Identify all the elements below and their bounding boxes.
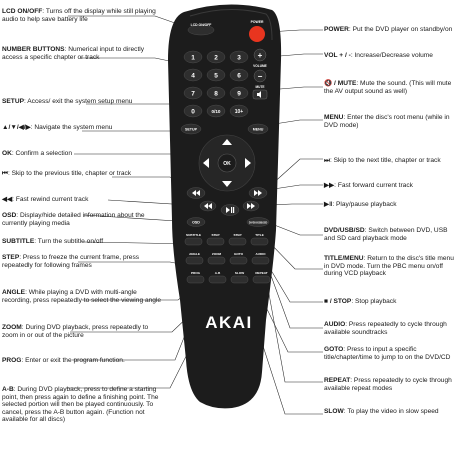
- annotation-nav: [2, 124, 152, 132]
- annotation-numbers-text: : Numerical input to directly access a specific chapter or track: [2, 46, 145, 61]
- volume-label: VOLUME: [253, 64, 267, 68]
- annotation-numbers: [2, 46, 152, 61]
- annotation-setup-text: : Access/ exit the system setup menu: [23, 98, 133, 105]
- dvd-usb-sd-label: DVD/USB/SD: [248, 220, 268, 225]
- annotation-subtitle: [2, 238, 152, 246]
- annotation-volume: [324, 52, 456, 60]
- annotation-step: [2, 254, 162, 269]
- annotation-prog-text: : Enter or exit the program function.: [21, 357, 125, 364]
- step-button[interactable]: [207, 238, 224, 245]
- annotation-dvd-usb-sd-key: DVD/USB/SD: [324, 227, 365, 234]
- annotation-a-b: [2, 386, 160, 424]
- annotation-goto-key: GOTO: [324, 346, 344, 353]
- annotation-angle: [2, 289, 164, 304]
- zero-ten-label: 0/10: [211, 109, 221, 114]
- ten-plus-label: 10+: [234, 109, 244, 115]
- annotation-ok-text: : Confirm a selection: [11, 150, 72, 157]
- annotation-fast-forward: [324, 182, 456, 190]
- step-label: STEP: [211, 233, 220, 237]
- annotation-repeat: [324, 377, 456, 392]
- osd-label: OSD: [192, 220, 200, 225]
- annotation-menu: [324, 114, 456, 129]
- setup-label: SETUP: [185, 127, 197, 132]
- annotation-nav-text: : Navigate the system menu: [30, 124, 113, 131]
- repeat-label: REPEAT: [255, 271, 268, 275]
- rewind-button[interactable]: [200, 201, 216, 211]
- annotation-play: [324, 201, 456, 209]
- stop-label: STEP: [233, 233, 242, 237]
- digit-0-label: 0: [191, 108, 195, 116]
- annotation-setup: [2, 98, 152, 106]
- annotation-prev: [2, 170, 152, 178]
- annotation-repeat-key: REPEAT: [324, 377, 351, 384]
- ok-label: OK: [223, 161, 231, 167]
- annotation-play-text: : Play/pause playback: [332, 201, 397, 208]
- audio-label: AUDIO: [255, 252, 266, 256]
- brand-logo: AKAI: [205, 313, 253, 332]
- annotation-menu-text: : Enter the disc's root menu (while in DVD mode): [324, 114, 450, 129]
- mute-label: MUTE: [255, 85, 265, 89]
- digit-6-label: 6: [237, 72, 241, 80]
- volume-down-label: −: [257, 72, 263, 81]
- zoom-button[interactable]: [208, 257, 225, 264]
- annotation-zoom-text: : During DVD playback, press repeatedly to zoom in or out of the picture: [2, 324, 149, 339]
- annotation-power-text: : Put the DVD player on standby/on: [348, 26, 453, 33]
- annotation-mute-text: : Mute the sound. (This will mute the AV output sound as well): [324, 80, 452, 95]
- annotation-angle-key: ANGLE: [2, 289, 26, 296]
- annotation-power: [324, 26, 456, 34]
- annotation-menu-key: MENU: [324, 114, 344, 121]
- digit-4-label: 4: [191, 72, 195, 80]
- annotation-lcd-text: : Turns off the display while still playing audio to help save battery life: [2, 8, 156, 23]
- annotation-prog: [2, 357, 157, 365]
- goto-label: GOTO: [233, 252, 244, 256]
- repeat-button[interactable]: [253, 276, 270, 283]
- annotation-ok: [2, 150, 152, 158]
- digit-1-label: 1: [191, 54, 195, 62]
- lcd-onoff-label: LCD ON/OFF: [190, 23, 212, 27]
- annotation-slow-key: SLOW: [324, 408, 344, 415]
- power-button[interactable]: [249, 26, 265, 42]
- subtitle-button[interactable]: [185, 238, 202, 245]
- goto-button[interactable]: [230, 257, 247, 264]
- annotation-stop: [324, 298, 456, 306]
- subtitle-label: SUBTITLE: [185, 233, 202, 237]
- previous-button[interactable]: [187, 188, 205, 199]
- slow-label: SLOW: [234, 271, 245, 275]
- annotation-mute-key: 🔇 / MUTE: [324, 80, 357, 87]
- angle-button[interactable]: [186, 257, 203, 264]
- mute-button[interactable]: [253, 90, 267, 99]
- annotation-audio: [324, 321, 456, 336]
- annotation-slow: [324, 408, 456, 416]
- angle-label: ANGLE: [189, 252, 200, 256]
- fast-forward-button[interactable]: [243, 201, 259, 211]
- stop-button[interactable]: [229, 238, 246, 245]
- play-pause-button[interactable]: [221, 205, 239, 216]
- power-label: POWER: [250, 20, 264, 24]
- next-button[interactable]: [249, 188, 267, 199]
- annotation-next: [324, 157, 456, 165]
- annotation-goto: [324, 346, 456, 361]
- annotation-volume-key: VOL + / -: [324, 52, 351, 59]
- audio-button[interactable]: [252, 257, 269, 264]
- annotation-audio-text: : Press repeatedly to cycle through available soundtracks: [324, 321, 447, 336]
- annotation-prev-text: : Skip to the previous title, chapter or track: [7, 170, 132, 177]
- annotation-lcd-key: LCD ON/OFF: [2, 8, 43, 15]
- title-button[interactable]: [251, 238, 268, 245]
- digit-3-label: 3: [237, 54, 241, 62]
- annotation-mute: [324, 80, 456, 95]
- prog-label: PROG: [190, 271, 201, 275]
- annotation-stop-text: : Stop playback: [351, 298, 397, 305]
- digit-5-label: 5: [214, 72, 218, 80]
- annotation-fast-forward-key: ▶▶: [324, 182, 335, 189]
- annotation-slow-text: : To play the video in slow speed: [343, 408, 439, 415]
- annotation-angle-text: : While playing a DVD with multi-angle recording, press repeatedly to select the viewing angle: [2, 289, 162, 304]
- digit-9-label: 9: [237, 90, 241, 98]
- digit-2-label: 2: [214, 54, 218, 62]
- annotation-goto-text: : Press to input a specific title/chapter/time to jump to on the DVD/CD: [324, 346, 451, 361]
- annotation-zoom: [2, 324, 160, 339]
- annotation-zoom-key: ZOOM: [2, 324, 22, 331]
- annotation-play-key: ▶ǁ: [324, 201, 333, 208]
- annotation-subtitle-text: : Turn the subtitle on/off: [34, 238, 104, 245]
- menu-label: MENU: [252, 127, 264, 132]
- annotation-a-b-key: A-B: [2, 386, 14, 393]
- annotation-numbers-key: NUMBER BUTTONS: [2, 46, 65, 53]
- annotation-next-text: : Skip to the next title, chapter or track: [329, 157, 441, 164]
- annotation-repeat-text: : Press repeatedly to cycle through available repeat modes: [324, 377, 452, 392]
- annotation-step-text: : Press to freeze the current frame, press repeatedly for following frames: [2, 254, 140, 269]
- annotation-power-key: POWER: [324, 26, 349, 33]
- annotation-nav-key: ▲/▼/◀/▶: [2, 124, 31, 131]
- annotation-lcd: [2, 8, 158, 23]
- annotation-ok-key: OK: [2, 150, 12, 157]
- annotation-subtitle-key: SUBTITLE: [2, 238, 35, 245]
- annotation-rewind: [2, 196, 152, 204]
- a-b-button[interactable]: [209, 276, 226, 283]
- zoom-label: ZOOM: [211, 252, 222, 256]
- annotation-rewind-key: ◀◀: [2, 196, 13, 203]
- digit-8-label: 8: [214, 90, 218, 98]
- annotation-a-b-text: : During DVD playback, press to define a starting point, then press again to define a finishing point. The selected portion will then be played continuously. To cancel, press the A-B button again. (Function not available for all discs): [2, 386, 159, 424]
- annotation-stop-key: ■ / STOP: [324, 298, 352, 305]
- annotation-next-key: ⏭: [324, 157, 330, 164]
- digit-7-label: 7: [191, 90, 195, 98]
- annotation-dvd-usb-sd-text: : Switch between DVD, USB and SD card playback mode: [324, 227, 448, 242]
- annotation-step-key: STEP: [2, 254, 20, 261]
- annotation-title: [324, 255, 456, 278]
- title-label: TITLE: [255, 233, 264, 237]
- prog-button[interactable]: [187, 276, 204, 283]
- annotation-fast-forward-text: : Fast forward current track: [334, 182, 413, 189]
- annotation-osd: [2, 212, 162, 227]
- annotation-rewind-text: : Fast rewind current track: [12, 196, 89, 203]
- annotation-dvd-usb-sd: [324, 227, 456, 242]
- annotation-osd-key: OSD: [2, 212, 17, 219]
- a-b-label: A-B: [214, 271, 221, 275]
- volume-up-label: +: [257, 51, 263, 60]
- annotation-setup-key: SETUP: [2, 98, 24, 105]
- annotation-audio-key: AUDIO: [324, 321, 346, 328]
- annotation-prog-key: PROG: [2, 357, 22, 364]
- annotation-volume-text: : Increase/Decrease volume: [350, 52, 433, 59]
- slow-button[interactable]: [231, 276, 248, 283]
- annotation-title-text: : Return to the disc's title menu in DVD mode. Turn the PBC menu on/off during VCD playback: [324, 255, 454, 278]
- annotation-prev-key: ⏮: [2, 170, 8, 177]
- annotation-title-key: TITLE/MENU: [324, 255, 364, 262]
- annotation-osd-text: : Display/hide detailed information about the currently playing media: [2, 212, 145, 227]
